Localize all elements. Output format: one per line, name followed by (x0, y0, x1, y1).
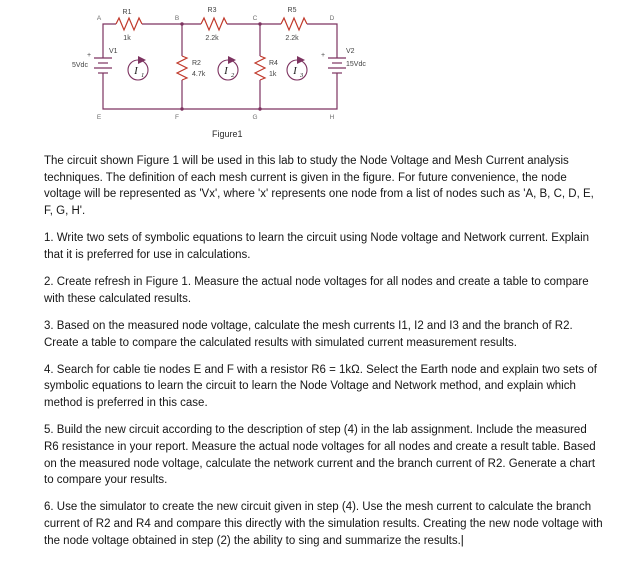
node-label-e: E (96, 114, 102, 121)
r5-name-label: R5 (287, 7, 297, 14)
node-label-d: D (329, 15, 335, 22)
resistor-r2 (177, 56, 187, 80)
r5-value-label: 2.2k (285, 35, 299, 42)
paragraph-text: 1. Write two sets of symbolic equations to learn the circuit using Node voltage and Network current. Explain that it is preferred for use in calculations. (44, 232, 590, 261)
r1-value-label: 1k (123, 35, 131, 42)
r4-value-label: 1k (269, 71, 277, 78)
node-label-g: G (252, 114, 258, 121)
mesh-current-i3 (287, 56, 307, 80)
figure-caption: Figure1 (212, 129, 243, 139)
mesh-i2-subscript: 2 (231, 72, 235, 79)
instruction-step-5 (44, 422, 604, 489)
text-cursor: | (460, 534, 464, 547)
paragraph-text: 4. Search for cable tie nodes E and F with a resistor R6 = 1kΩ. Select the Earth node and explain two sets of symbolic equations to learn the circuit to learn the Node Voltage and Network method, and explain which method is preferred in this case. (44, 363, 597, 410)
r4-name-label: R4 (269, 60, 278, 67)
mesh-i1-subscript: 1 (141, 72, 145, 79)
mesh-current-i1 (128, 56, 148, 80)
v2-plus-sign: + (321, 52, 326, 59)
document-text[interactable] (44, 153, 604, 560)
paragraph-text: The circuit shown Figure 1 will be used in this lab to study the Node Voltage and Mesh Current analysis techniques. The definition of each mesh current is given in the figure. For future convenience, the node voltage will be represented as 'Vx', where 'x' represents one node from a list of nodes such as 'A, B, C, D, E, F, G, H'. (44, 155, 594, 218)
mesh-i2-symbol: I (224, 65, 228, 77)
resistor-r1 (116, 18, 142, 30)
mesh-i3-symbol: I (293, 65, 297, 77)
node-label-b: B (174, 15, 180, 22)
source-v1 (94, 58, 112, 73)
mesh-current-i2 (218, 56, 238, 80)
node-dot-f (180, 107, 183, 110)
circuit-wires (103, 24, 337, 109)
mesh-i3-subscript: 3 (300, 72, 304, 79)
paragraph-intro (44, 153, 604, 220)
paragraph-text: 6. Use the simulator to create the new circuit given in step (4). Use the mesh current to calculate the branch current of R2 and R4 and compare this directly with the simulation results. Creating the new node voltage with the node voltage obtained in step (2) the ability to sing and summarize the results. (44, 501, 603, 547)
circuit-diagram (70, 4, 420, 128)
circuit-figure (70, 4, 420, 133)
paragraph-text: 5. Build the new circuit according to the description of step (4) in the lab assignment. Include the measured R6 resistance in your report. Measure the actual node voltages for all nodes and create a result table. Based on the measured node voltage, calculate the network current and the branch current of R2. Generate a chart to compare your results. (44, 424, 596, 487)
node-dot-g (258, 107, 261, 110)
resistor-r4 (255, 56, 265, 80)
paragraph-text: 3. Based on the measured node voltage, calculate the mesh currents I1, I2 and I3 and the branch of R2. Create a table to compare the calculated results with simulated current measurement results. (44, 319, 573, 349)
instruction-step-4 (44, 362, 604, 412)
r2-name-label: R2 (192, 60, 201, 67)
v1-plus-sign: + (87, 52, 92, 59)
source-v2 (328, 58, 346, 73)
r3-value-label: 2.2k (205, 35, 219, 42)
node-dot-b (180, 22, 183, 25)
instruction-step-3 (44, 318, 604, 351)
paragraph-text: 2. Create refresh in Figure 1. Measure the actual node voltages for all nodes and create a table to compare with these calculated results. (44, 276, 589, 305)
r1-name-label: R1 (122, 9, 132, 16)
node-label-a: A (96, 15, 102, 22)
v1-name-label: V1 (109, 48, 118, 55)
node-label-h: H (329, 114, 335, 121)
node-label-c: C (252, 15, 258, 22)
v2-name-label: V2 (346, 48, 355, 55)
mesh-i1-symbol: I (134, 65, 138, 77)
resistor-r5 (281, 18, 307, 30)
instruction-step-1 (44, 230, 604, 263)
resistor-r3 (201, 18, 227, 30)
node-dot-c (258, 22, 261, 25)
v1-value-label: 5Vdc (72, 62, 88, 69)
r2-value-label: 4.7k (192, 71, 206, 78)
v2-value-label: 15Vdc (346, 61, 366, 68)
instruction-step-2 (44, 274, 604, 307)
node-label-f: F (175, 114, 179, 121)
r3-name-label: R3 (207, 7, 217, 14)
instruction-step-6 (44, 499, 604, 549)
